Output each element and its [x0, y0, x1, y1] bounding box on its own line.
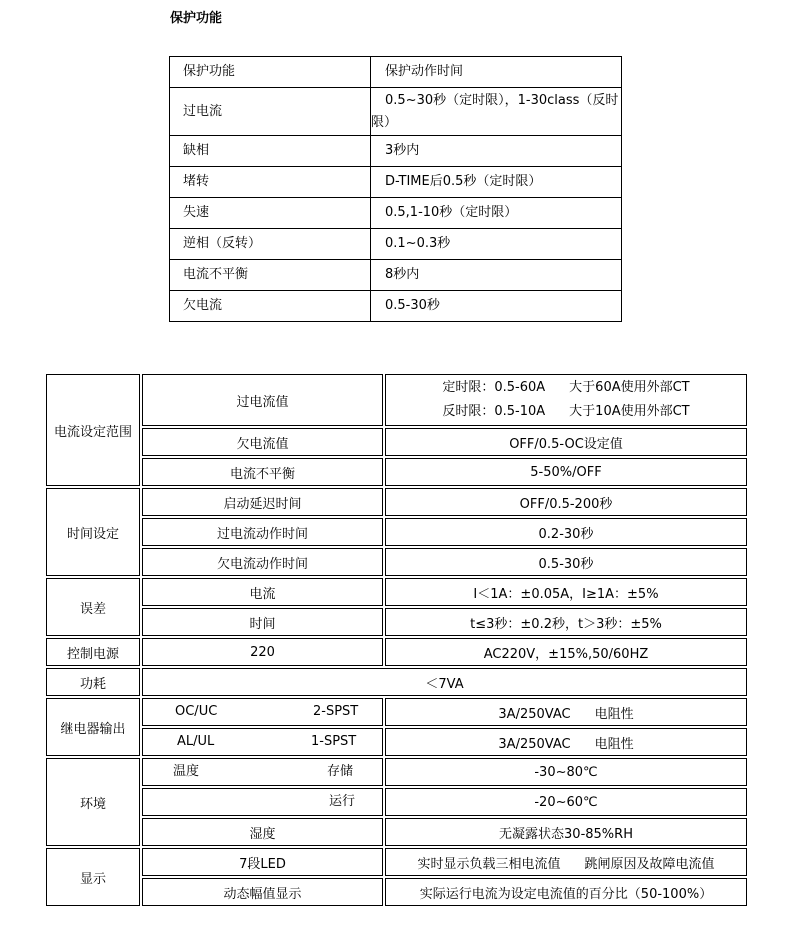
function-cell: 逆相（反转） — [170, 229, 371, 260]
temperature-label: 温度 — [173, 764, 200, 779]
storage-value: -30~80℃ — [385, 758, 747, 786]
start-delay-label: 启动延迟时间 — [142, 488, 383, 516]
protection-function-table — [169, 56, 622, 322]
function-cell: 堵转 — [170, 167, 371, 198]
overcurrent-value — [385, 374, 747, 426]
table-row — [170, 229, 622, 260]
error-time-value: t≤3秒：±0.2秒，t＞3秒：±5% — [385, 608, 747, 636]
table-row — [46, 698, 747, 726]
relay-output-label: 继电器输出 — [46, 698, 140, 756]
relay-row2-load: 电阻性 — [594, 736, 634, 752]
unbalance-label: 电流不平衡 — [142, 458, 383, 486]
relay-row1-rating-value: 3A/250VAC — [498, 706, 571, 722]
relay-row1-type: 2-SPST — [313, 704, 359, 719]
table-row — [46, 488, 747, 516]
relay-row2-rating — [385, 728, 747, 756]
table-row — [170, 260, 622, 291]
relay-row1-spec — [142, 698, 383, 726]
time-cell: 3秒内 — [371, 136, 622, 167]
relay-row2-rating-value: 3A/250VAC — [498, 736, 571, 752]
relay-row2-type: 1-SPST — [311, 734, 357, 749]
start-delay-value: OFF/0.5-200秒 — [385, 488, 747, 516]
table-row — [46, 608, 747, 636]
table-row — [46, 374, 747, 426]
uc-time-label: 欠电流动作时间 — [142, 548, 383, 576]
time-cell: 0.5,1-10秒（定时限） — [371, 198, 622, 229]
unbalance-value: 5-50%/OFF — [385, 458, 747, 486]
table-row — [46, 518, 747, 546]
display-label: 显示 — [46, 848, 140, 906]
dynamic-display-label: 动态幅值显示 — [142, 878, 383, 906]
power-consumption-value: ＜7VA — [142, 668, 747, 696]
operation-label: 运行 — [329, 794, 356, 809]
function-cell: 缺相 — [170, 136, 371, 167]
table-row — [170, 198, 622, 229]
relay-row1-name: OC/UC — [175, 704, 218, 719]
control-power-value1: 220 — [142, 638, 383, 666]
table-row — [46, 458, 747, 486]
table-row — [170, 136, 622, 167]
table-row — [46, 578, 747, 606]
table-row — [46, 548, 747, 576]
inverse-time-note: 大于10A使用外部CT — [569, 404, 690, 419]
led-value-trip: 跳闸原因及故障电流值 — [584, 856, 715, 872]
table-header-row — [170, 57, 622, 88]
function-cell: 欠电流 — [170, 291, 371, 322]
error-current-value: I＜1A：±0.05A，I≥1A：±5% — [385, 578, 747, 606]
function-cell: 电流不平衡 — [170, 260, 371, 291]
header-function: 保护功能 — [170, 57, 371, 88]
humidity-label: 湿度 — [142, 818, 383, 846]
function-cell: 失速 — [170, 198, 371, 229]
overcurrent-label: 过电流值 — [142, 374, 383, 426]
led-value — [385, 848, 747, 876]
error-time-label: 时间 — [142, 608, 383, 636]
time-cell: 8秒内 — [371, 260, 622, 291]
current-range-label: 电流设定范围 — [46, 374, 140, 486]
undercurrent-label: 欠电流值 — [142, 428, 383, 456]
control-power-value2: AC220V，±15%,50/60HZ — [385, 638, 747, 666]
dynamic-display-value: 实际运行电流为设定电流值的百分比（50-100%） — [385, 878, 747, 906]
table-row — [46, 878, 747, 906]
section-title: 保护功能 — [170, 11, 223, 26]
environment-label: 环境 — [46, 758, 140, 846]
table-row — [46, 668, 747, 696]
table-row — [170, 88, 622, 136]
relay-row2-spec — [142, 728, 383, 756]
function-cell: 过电流 — [170, 88, 371, 136]
table-row — [46, 788, 747, 816]
time-cell: D-TIME后0.5秒（定时限） — [371, 167, 622, 198]
table-row — [46, 638, 747, 666]
table-row — [46, 728, 747, 756]
time-cell: 0.1~0.3秒 — [371, 229, 622, 260]
specification-table — [44, 372, 749, 908]
uc-time-value: 0.5-30秒 — [385, 548, 747, 576]
humidity-value: 无凝露状态30-85%RH — [385, 818, 747, 846]
undercurrent-value: OFF/0.5-OC设定值 — [385, 428, 747, 456]
env-operation-spec — [142, 788, 383, 816]
error-current-label: 电流 — [142, 578, 383, 606]
time-cell: 0.5~30秒（定时限），1-30class（反时限） — [371, 88, 622, 136]
table-row — [46, 848, 747, 876]
led-label: 7段LED — [142, 848, 383, 876]
time-cell: 0.5-30秒 — [371, 291, 622, 322]
table-row — [46, 818, 747, 846]
inverse-time-range: 反时限：0.5-10A — [442, 404, 546, 419]
operation-value: -20~60℃ — [385, 788, 747, 816]
table-row — [170, 167, 622, 198]
time-setting-label: 时间设定 — [46, 488, 140, 576]
relay-row2-name: AL/UL — [177, 734, 215, 749]
table-row — [46, 428, 747, 456]
led-value-realtime: 实时显示负载三相电流值 — [417, 856, 561, 872]
header-action-time: 保护动作时间 — [371, 57, 622, 88]
storage-label: 存储 — [327, 764, 354, 779]
definite-time-note: 大于60A使用外部CT — [569, 380, 690, 395]
relay-row1-rating — [385, 698, 747, 726]
error-label: 误差 — [46, 578, 140, 636]
table-row — [46, 758, 747, 786]
definite-time-range: 定时限：0.5-60A — [442, 380, 546, 395]
relay-row1-load: 电阻性 — [594, 706, 634, 722]
env-storage-spec — [142, 758, 383, 786]
control-power-label: 控制电源 — [46, 638, 140, 666]
oc-time-label: 过电流动作时间 — [142, 518, 383, 546]
power-consumption-label: 功耗 — [46, 668, 140, 696]
table-row — [170, 291, 622, 322]
oc-time-value: 0.2-30秒 — [385, 518, 747, 546]
